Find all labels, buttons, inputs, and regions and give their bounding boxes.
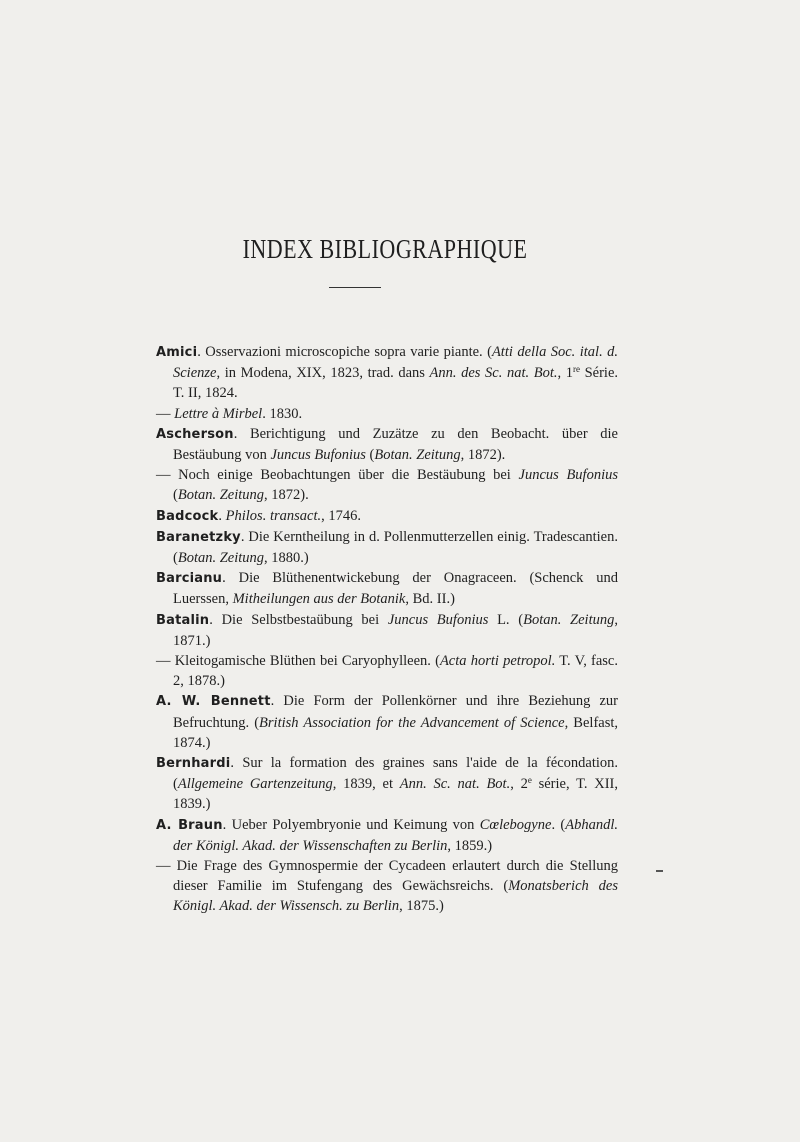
entry-text: , 1872). xyxy=(264,487,309,504)
entry-citation-italic: Lettre à Mirbel xyxy=(174,405,263,422)
bibliography-entry xyxy=(156,465,618,505)
entry-text: . ( xyxy=(551,816,566,833)
entry-author: Batalin xyxy=(156,612,210,628)
entry-citation-italic: Monatsberich des Königl. Akad. der Wissensch. zu Berlin xyxy=(173,878,618,915)
entry-citation-italic: Ann. des Sc. nat. Bot. xyxy=(429,365,558,382)
entry-text: . Sur la formation des graines sans l'aide de la fécondation. ( xyxy=(173,755,618,793)
entry-citation-italic: Philos. transact. xyxy=(225,507,322,524)
entry-citation-italic: Ann. Sc. nat. Bot. xyxy=(399,776,511,793)
bibliography-list xyxy=(156,342,618,917)
entry-author: Barcianu xyxy=(156,571,223,587)
entry-author: A. Braun xyxy=(156,817,223,833)
bibliography-entry xyxy=(156,753,618,815)
entry-text: , 1875.) xyxy=(399,898,444,915)
entry-text: , 2 xyxy=(510,776,528,793)
entry-text: ( xyxy=(365,447,375,464)
bibliography-entry xyxy=(156,610,618,651)
entry-text: . Die Selbstbestaübung bei xyxy=(209,611,388,628)
entry-text: T. V, fasc. 2, 1878.) xyxy=(173,653,618,690)
entry-citation-italic: Abhandl. der Königl. Akad. der Wissenschaften zu Berlin xyxy=(173,816,618,854)
entry-text: . Osservazioni microscopiche sopra varie piante. ( xyxy=(197,344,492,360)
entry-citation-italic: Mitheilungen aus der Botanik xyxy=(232,591,406,608)
bibliography-entry xyxy=(156,424,618,465)
entry-citation-italic: Allgemeine Gartenzeitung xyxy=(177,776,333,793)
entry-citation-italic: Juncus Bufonius xyxy=(387,611,489,628)
entry-text: L. ( xyxy=(488,611,524,628)
entry-citation-italic: Botan. Zeitung xyxy=(177,487,265,504)
bibliography-entry xyxy=(156,342,618,404)
entry-text: — Kleitogamische Blüthen bei Caryophylleen. ( xyxy=(156,653,440,670)
entry-author: Amici xyxy=(156,345,198,360)
entry-text: , 1859.) xyxy=(447,837,493,854)
entry-citation-italic: Acta horti petropol. xyxy=(439,653,556,670)
entry-text: Série. T. II, 1824. xyxy=(173,365,619,402)
entry-text: — Die Frage des Gymnospermie der Cycadeen erlautert durch die Stellung dieser Familie im Stufengang des Gewächsreichs. ( xyxy=(156,858,618,895)
entry-text: . Die Blüthenentwickebung der Onagraceen. (Schenck und Luerssen, xyxy=(173,570,618,608)
entry-text: , Belfast, 1874.) xyxy=(173,714,619,751)
bibliography-entry xyxy=(156,651,618,691)
entry-text: , 1746. xyxy=(321,507,361,524)
entry-text: . Die Form der Pollenkörner und ihre Beziehung zur Befruchtung. ( xyxy=(173,693,619,731)
page-title: INDEX BIBLIOGRAPHIQUE xyxy=(242,233,528,265)
entry-citation-italic: Atti della Soc. ital. d. Scienze xyxy=(173,344,618,382)
entry-text: . Die Kerntheilung in d. Pollenmutterzellen einig. Tradescantien. ( xyxy=(173,528,618,567)
entry-text: — xyxy=(156,405,175,422)
entry-citation-italic: Juncus Bufonius xyxy=(270,447,366,464)
entry-citation-italic: Botan. Zeitung xyxy=(523,611,615,628)
bibliography-entry xyxy=(156,506,618,527)
entry-text: , 1872). xyxy=(460,447,506,464)
bibliography-entry xyxy=(156,404,618,424)
entry-citation-italic: Juncus Bufonius xyxy=(518,467,619,484)
bibliography-entry xyxy=(156,568,618,609)
entry-text: série, T. XII, 1839.) xyxy=(173,776,618,813)
entry-author: A. W. Bennett xyxy=(156,694,271,710)
entry-text: , 1871.) xyxy=(173,611,618,649)
entry-text: ( xyxy=(173,487,178,504)
entry-author: Badcock xyxy=(156,508,219,524)
entry-text: — Noch einige Beobachtungen über die Bestäubung bei xyxy=(156,467,519,484)
entry-text: re xyxy=(572,364,580,375)
bibliography-entry xyxy=(156,527,618,568)
entry-text: . Berichtigung und Zuzätze zu den Beobacht. über die Bestäubung von xyxy=(173,425,618,464)
entry-text: . Ueber Polyembryonie und Keimung von xyxy=(222,816,480,833)
bibliography-entry xyxy=(156,856,618,917)
entry-text: . xyxy=(218,507,226,524)
entry-citation-italic: Botan. Zeitung xyxy=(374,447,461,464)
bibliography-entry xyxy=(156,691,618,753)
entry-text: , 1880.) xyxy=(264,550,309,567)
entry-author: Bernhardi xyxy=(156,756,231,772)
stray-mark xyxy=(656,870,663,872)
title-rule xyxy=(329,287,381,288)
entry-citation-italic: British Association for the Advancement of Science xyxy=(259,714,565,731)
entry-author: Ascherson xyxy=(156,426,234,442)
entry-author: Baranetzky xyxy=(156,529,241,545)
entry-citation-italic: Botan. Zeitung xyxy=(177,550,265,567)
entry-text: e xyxy=(527,775,532,786)
entry-text: , 1 xyxy=(557,365,573,382)
entry-citation-italic: Cœlebogyne xyxy=(479,816,552,833)
entry-text: , in Modena, XIX, 1823, trad. dans xyxy=(216,365,430,382)
entry-text: . 1830. xyxy=(262,405,303,422)
entry-text: , Bd. II.) xyxy=(405,591,455,608)
entry-text: , 1839, et xyxy=(332,776,400,793)
bibliography-entry xyxy=(156,815,618,856)
